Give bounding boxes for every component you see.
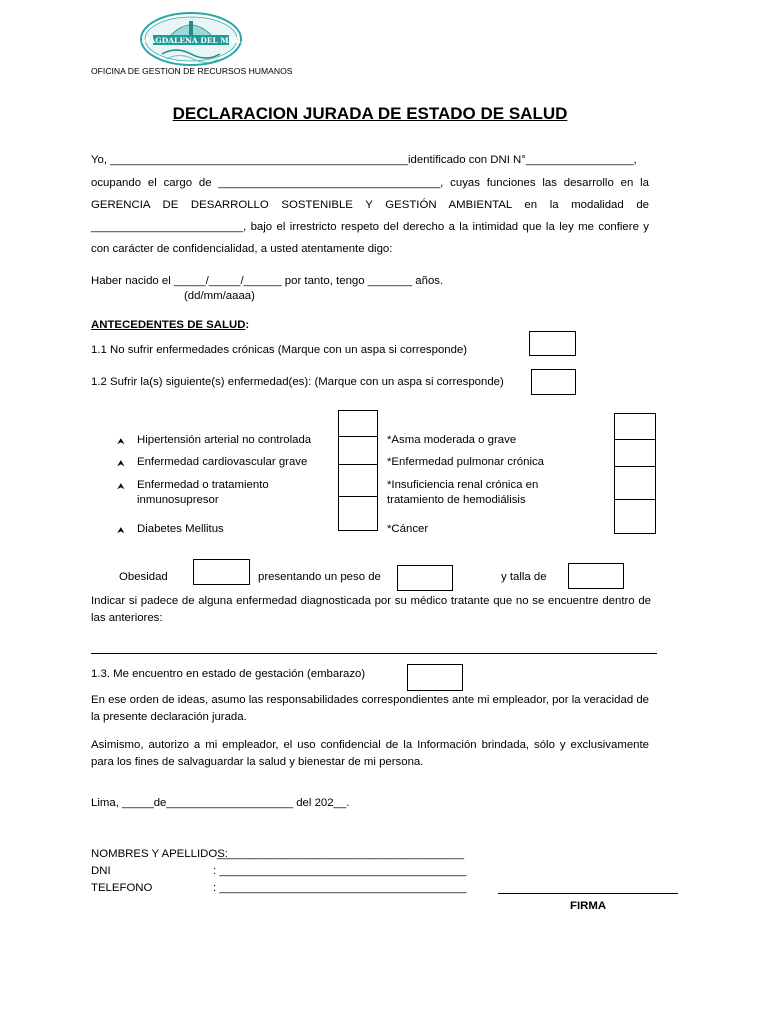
bullet-icon: ⮝: [117, 481, 125, 491]
other-disease-text: Indicar si padece de alguna enfermedad diagnosticada por su médico tratante que no se encuentre dentro de las anteriores:: [91, 595, 651, 624]
condition-asma: *Asma moderada o grave: [387, 434, 517, 446]
bullet-icon: ⮝: [117, 436, 125, 446]
checkbox-cardiovascular[interactable]: [338, 436, 378, 465]
checkbox-pulmonar[interactable]: [614, 439, 656, 467]
telefono-field[interactable]: : _______________________________________: [213, 882, 467, 894]
item-1-3-checkbox[interactable]: [407, 664, 463, 691]
condition-renal-line1: *Insuficiencia renal crónica en: [387, 479, 539, 491]
item-1-2-checkbox[interactable]: [531, 369, 576, 395]
telefono-label: TELEFONO: [91, 882, 153, 894]
checkbox-renal[interactable]: [614, 466, 656, 500]
responsabilidad-paragraph: En ese orden de ideas, asumo las responsabilidades correspondientes ante mi empleador, por la veracidad de la presente declaración jurada.: [91, 694, 649, 723]
birth-line: Haber nacido el _____/_____/______ por tanto, tengo _______ años.: [91, 275, 444, 287]
magdalena-del-mar-logo: [140, 12, 242, 66]
nombres-field[interactable]: _______________________________________: [217, 848, 465, 860]
checkbox-cancer[interactable]: [614, 499, 656, 534]
item-1-1-label: 1.1 No sufrir enfermedades crónicas (Marque con un aspa si corresponde): [91, 344, 468, 356]
obesidad-checkbox[interactable]: [193, 559, 250, 585]
nombres-label: NOMBRES Y APELLIDOS:: [91, 848, 228, 860]
condition-inmunosupresor-line1: Enfermedad o tratamiento: [137, 479, 269, 491]
firma-line[interactable]: [498, 893, 678, 894]
checkbox-diabetes[interactable]: [338, 496, 378, 531]
peso-label: presentando un peso de: [258, 571, 381, 583]
peso-field[interactable]: [397, 565, 453, 591]
item-1-3-label: 1.3. Me encuentro en estado de gestación (embarazo): [91, 668, 366, 680]
antecedentes-heading-text: ANTECEDENTES DE SALUD: [91, 319, 246, 331]
item-1-1-checkbox[interactable]: [529, 331, 576, 356]
intro-line-1: Yo, _______________________________________________identificado con DNI N°_________________,: [91, 154, 637, 166]
dni-field[interactable]: : _______________________________________: [213, 865, 467, 877]
obesidad-label: Obesidad: [119, 571, 168, 583]
condition-diabetes: Diabetes Mellitus: [137, 523, 224, 535]
talla-field[interactable]: [568, 563, 624, 589]
condition-cardiovascular: Enfermedad cardiovascular grave: [137, 456, 308, 468]
bullet-icon: ⮝: [117, 525, 125, 535]
antecedentes-heading: [91, 319, 249, 331]
checkbox-inmunosupresor[interactable]: [338, 464, 378, 497]
page-title: DECLARACION JURADA DE ESTADO DE SALUD: [172, 104, 568, 123]
autorizo-paragraph: Asimismo, autorizo a mi empleador, el uso confidencial de la Información brindada, sólo y exclusivamente para los fines de salvaguardar la salud y bienestar de mi persona.: [91, 739, 649, 768]
bullet-icon: ⮝: [117, 458, 125, 468]
antecedentes-heading-colon: :: [245, 319, 250, 331]
firma-label: FIRMA: [570, 900, 607, 912]
other-disease-line[interactable]: [91, 653, 657, 654]
talla-label: y talla de: [501, 571, 547, 583]
lugar-fecha: Lima, _____de____________________ del 202__.: [91, 797, 350, 809]
checkbox-asma[interactable]: [614, 413, 656, 440]
dni-label: DNI: [91, 865, 111, 877]
condition-hipertension: Hipertensión arterial no controlada: [137, 434, 312, 446]
office-name: OFICINA DE GESTION DE RECURSOS HUMANOS: [91, 66, 293, 76]
intro-paragraph: ocupando el cargo de ___________________________________, cuyas funciones las desarrollo en la GERENCIA DE DESARROLLO SOSTENIBLE Y GESTIÓN AMBIENTAL en la modalidad de ________________________, bajo el irrestricto respeto del derecho a la intimidad que la ley me confiere y con carácter de confidencialidad, a usted atentamente digo:: [91, 177, 649, 255]
condition-inmunosupresor-line2: inmunosupresor: [137, 494, 219, 506]
item-1-2-label: 1.2 Sufrir la(s) siguiente(s) enfermedad(es): (Marque con un aspa si corresponde): [91, 376, 504, 388]
date-format: (dd/mm/aaaa): [184, 290, 255, 302]
checkbox-hipertension[interactable]: [338, 410, 378, 437]
condition-cancer: *Cáncer: [387, 523, 429, 535]
condition-pulmonar: *Enfermedad pulmonar crónica: [387, 456, 545, 468]
condition-renal-line2: tratamiento de hemodiálisis: [387, 494, 526, 506]
logo-text: MAGDALENA DEL MAR: [141, 36, 241, 45]
